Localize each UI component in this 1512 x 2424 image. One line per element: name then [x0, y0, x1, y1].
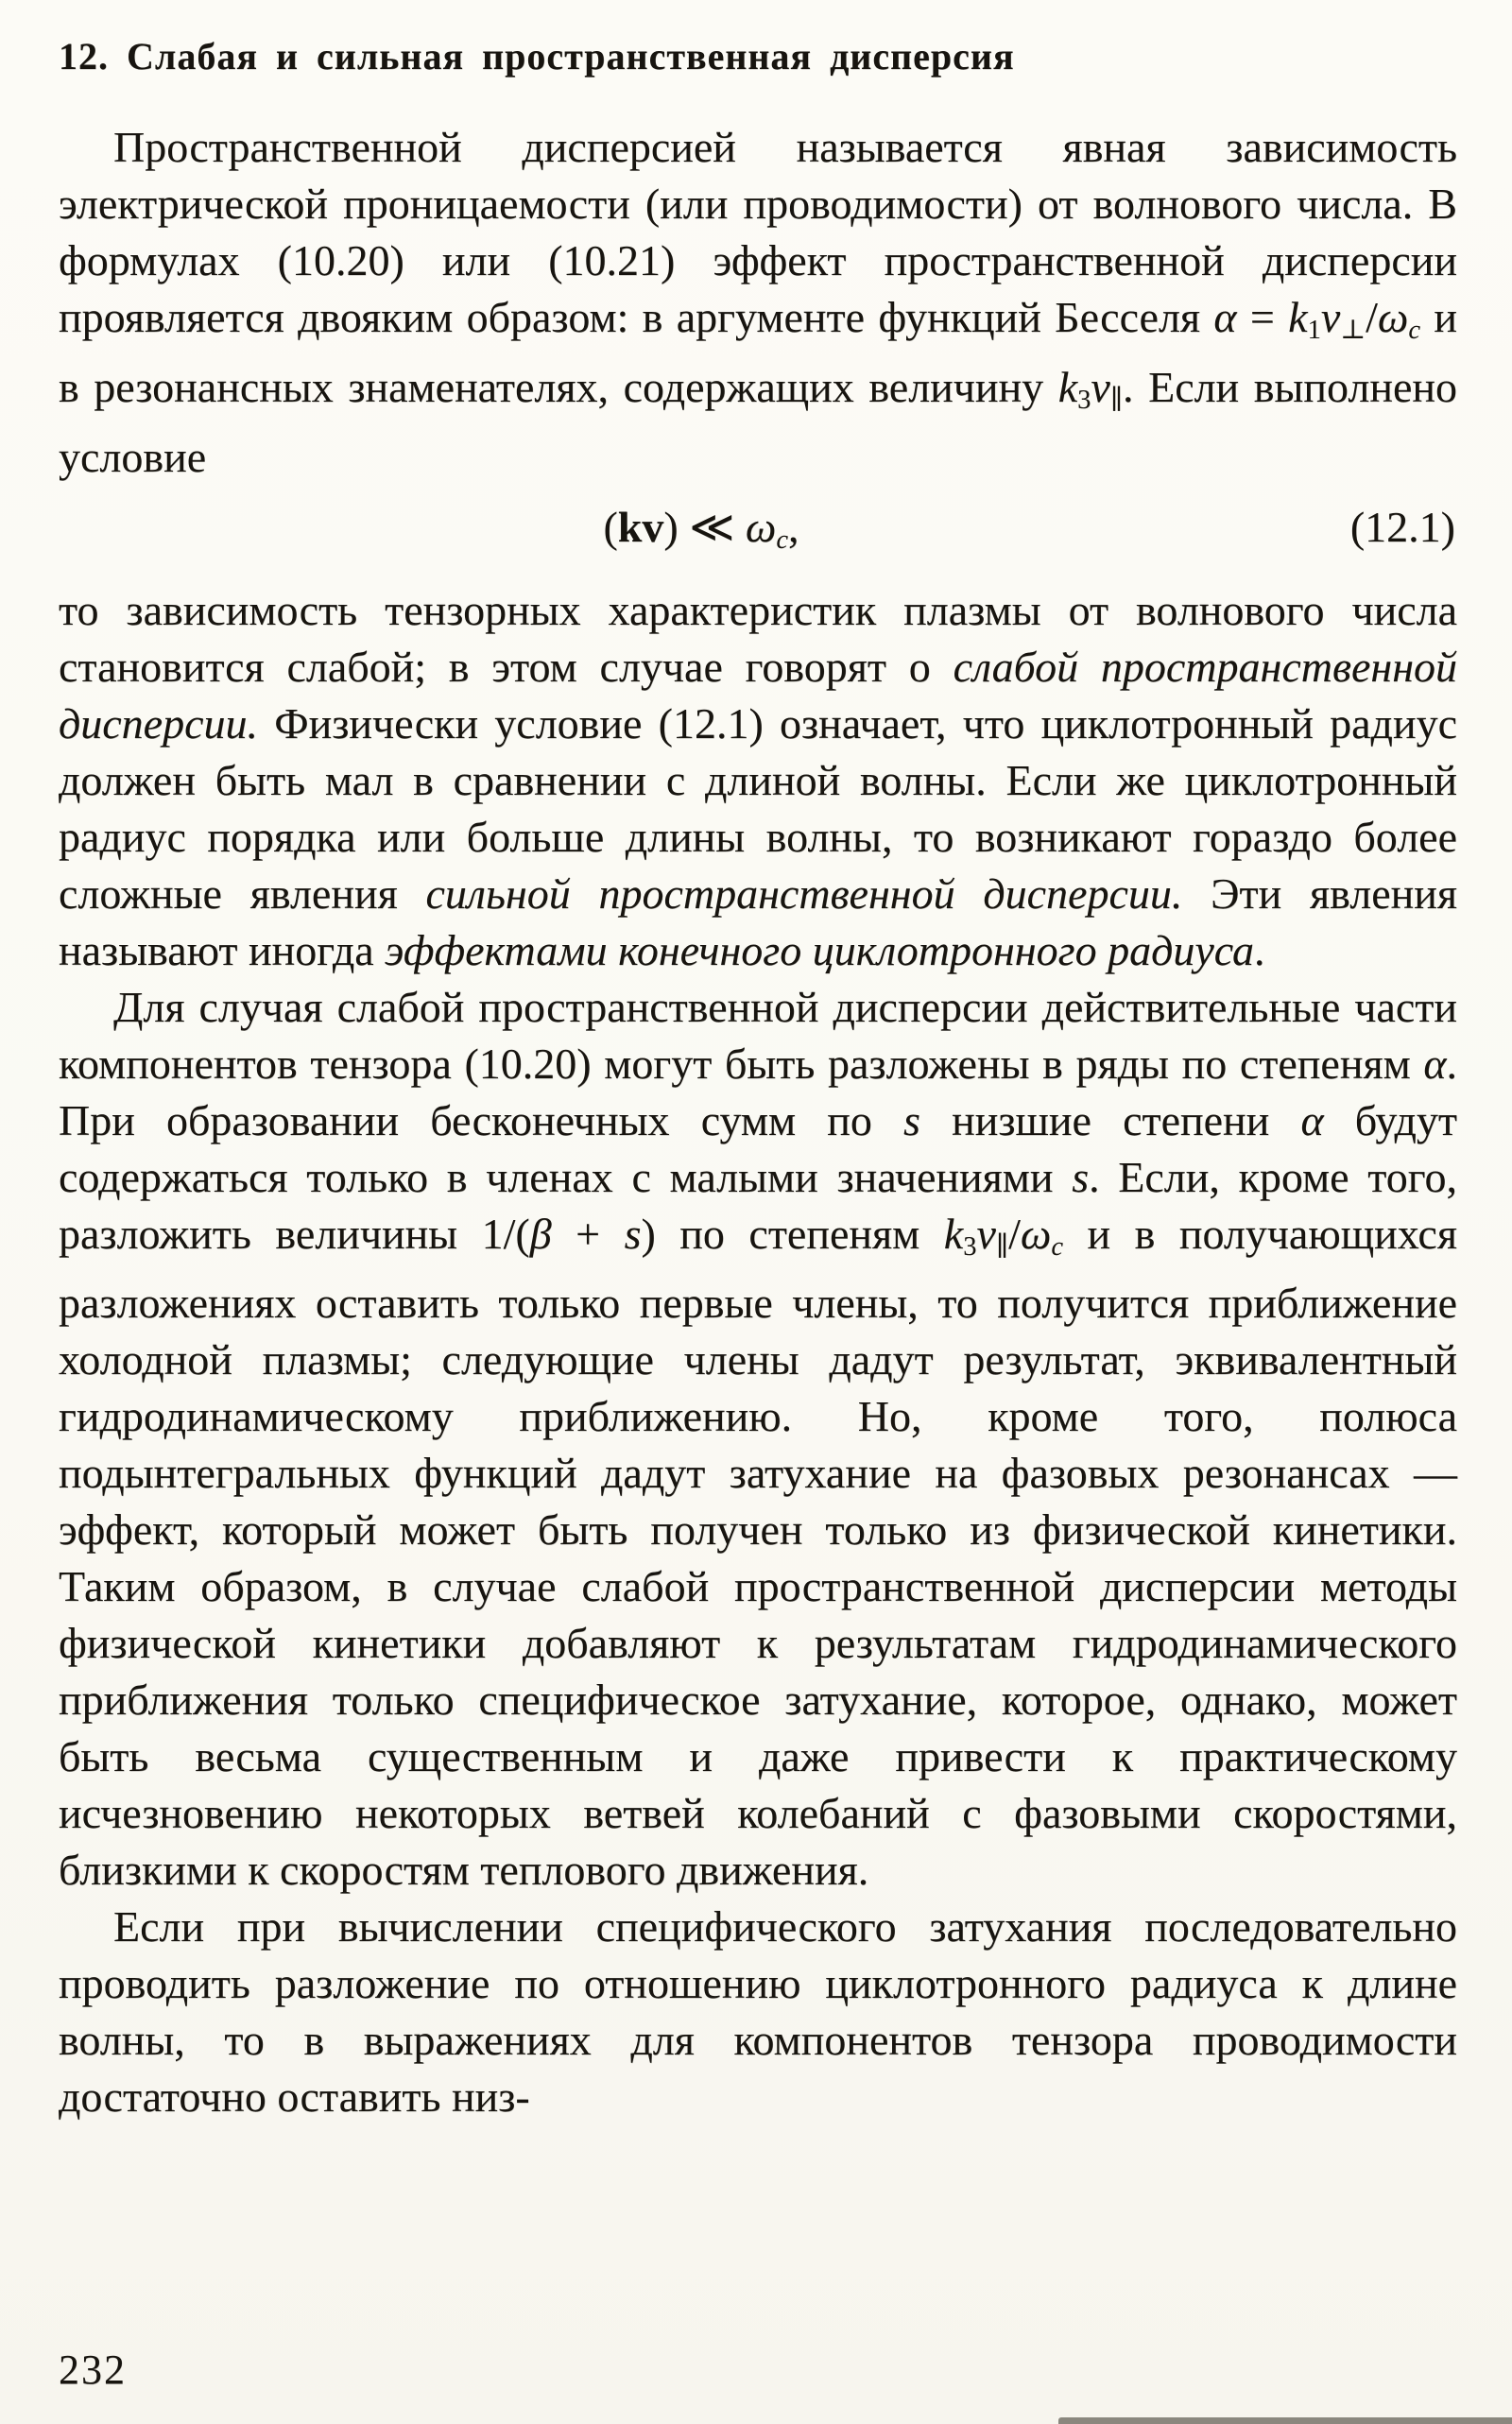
equation-number: (12.1) — [1349, 502, 1455, 551]
equation-row — [59, 486, 1457, 582]
paragraph-1: Пространственной дисперсией называется явная зависимость электрической проницаемости (или проводимости) от волнового числа. В формулах (10.20) или (10.21) эффект пространственной дисперсии проявляется двояким образом: в аргументе функций Бесселя α = k1v⊥/ωc и в резонансных знаменателях, содержащих величину k3v∥. Если выполнено условие — [59, 123, 1457, 481]
scan-artifact — [1058, 2417, 1512, 2424]
page-number: 232 — [59, 2347, 127, 2393]
equation: (kv) ≪ ωc, — [603, 502, 799, 555]
paragraph-3: Для случая слабой пространственной дисперсии действительные части компонентов тензора (10.20) могут быть разложены в ряды по степеням α. При образовании бесконечных сумм по s низшие степени α будут содержаться только в членах с малыми значениями s. Если, кроме того, разложить величины 1/(β + s) по степеням k3v∥/ωc и в получающихся разложениях оставить только первые члены, то получится приближение холодной плазмы; следующие члены дадут результат, эквивалентный гидродинамическому приближению. Но, кроме того, полюса подынтегральных функций дадут затухание на фазовых резонансах — эффект, который может быть получен только из физической кинетики. Таким образом, в случае слабой пространственной дисперсии методы физической кинетики добавляют к результатам гидродинамического приближения только специфическое затухание, которое, однако, может быть весьма существенным и даже привести к практическому исчезновению некоторых ветвей колебаний с фазовыми скоростями, близкими к скоростям теплового движения. — [59, 982, 1458, 1895]
section-heading: 12. Слабая и сильная пространственная дисперсия — [59, 35, 1015, 77]
paragraph-2: то зависимость тензорных характеристик плазмы от волнового числа становится слабой; в этом случае говорят о слабой пространственной дисперсии. Физически условие (12.1) означает, что циклотронный радиус должен быть мал в сравнении с длиной волны. Если же циклотронный радиус порядка или больше длины волны, то возникают гораздо более сложные явления сильной пространственной дисперсии. Эти явления называют иногда эффектами конечного циклотронного радиуса. — [59, 585, 1458, 974]
paragraph-4: Если при вычислении специфического затухания последовательно проводить разложение по отношению циклотронного радиуса к длине волны, то в выражениях для компонентов тензора проводимости достаточно оставить низ- — [59, 1902, 1457, 2122]
